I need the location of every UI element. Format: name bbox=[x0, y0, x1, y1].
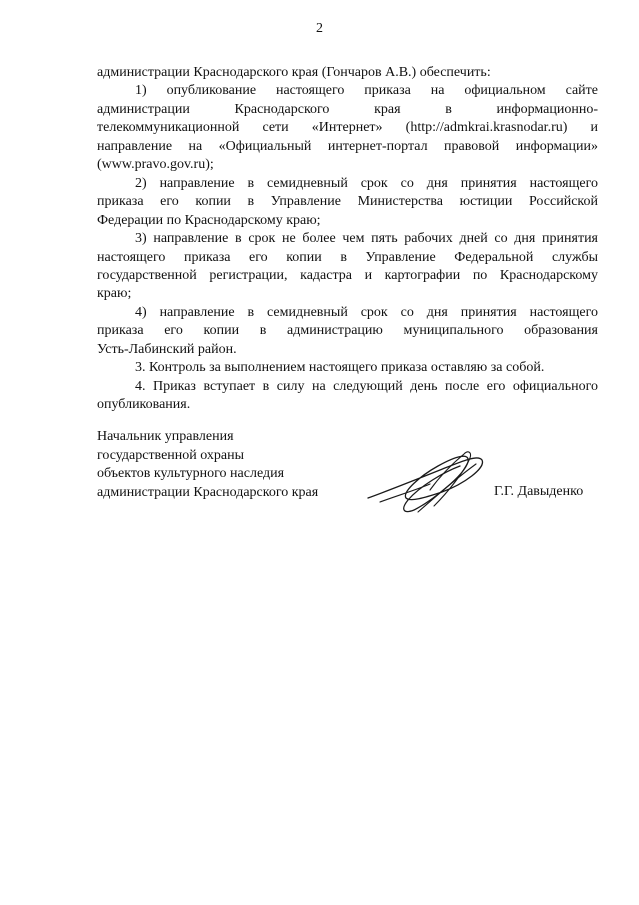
signatory-title-line: государственной охраны bbox=[97, 447, 245, 463]
paragraph-point-4 bbox=[97, 378, 598, 415]
text-line: 3. Контроль за выполнением настоящего приказа оставляю за собой. bbox=[135, 360, 545, 376]
signatory-title bbox=[97, 428, 318, 502]
text-line: краю; bbox=[97, 286, 132, 302]
signatory-title-line: Начальник управления bbox=[97, 429, 234, 444]
text-line: 2) направление в семидневный срок со дня принятия настоящего bbox=[135, 175, 598, 191]
paragraph-item-1 bbox=[97, 82, 598, 174]
text-line: 3) направление в срок не более чем пять рабочих дней со дня принятия bbox=[135, 231, 598, 247]
text-line: приказа его копии в Управление Министерства юстиции Российской bbox=[97, 194, 598, 210]
text-line: 4. Приказ вступает в силу на следующий день после его официального bbox=[135, 378, 598, 394]
text-line: (www.pravo.gov.ru); bbox=[97, 157, 214, 173]
text-line: направление на «Официальный интернет-портал правовой информации» bbox=[97, 138, 598, 154]
text-line: 4) направление в семидневный срок со дня принятия настоящего bbox=[135, 304, 598, 320]
signer-name: Г.Г. Давыденко bbox=[494, 484, 584, 499]
text-line: настоящего приказа его копии в Управление Федеральной службы bbox=[97, 249, 598, 265]
text-line: администрации Краснодарского края (Гончаров А.В.) обеспечить: bbox=[97, 65, 491, 80]
paragraph-item-2 bbox=[97, 175, 598, 230]
paragraph-point-3 bbox=[97, 359, 598, 377]
signatory-title-line: администрации Краснодарского края bbox=[97, 484, 319, 500]
signatory-title-line: объектов культурного наследия bbox=[97, 466, 285, 481]
text-line: администрации Краснодарского края в информационно- bbox=[97, 101, 598, 117]
text-line: государственной регистрации, кадастра и картографии по Краснодарскому bbox=[97, 267, 598, 283]
text-line: Усть-Лабинский район. bbox=[97, 341, 237, 357]
paragraph-item-4 bbox=[97, 304, 598, 359]
text-line: приказа его копии в администрацию муниципального образования bbox=[97, 323, 598, 339]
text-line: 1) опубликование настоящего приказа на официальном сайте bbox=[135, 83, 598, 99]
document-body bbox=[97, 64, 598, 415]
page-number: 2 bbox=[316, 21, 323, 36]
text-line: Федерации по Краснодарскому краю; bbox=[97, 212, 321, 228]
text-line: опубликования. bbox=[97, 397, 191, 413]
handwritten-signature bbox=[360, 440, 490, 520]
paragraph-intro bbox=[97, 64, 598, 82]
text-line: телекоммуникационной сети «Интернет» (http://admkrai.krasnodar.ru) и bbox=[97, 120, 598, 136]
paragraph-item-3 bbox=[97, 230, 598, 304]
